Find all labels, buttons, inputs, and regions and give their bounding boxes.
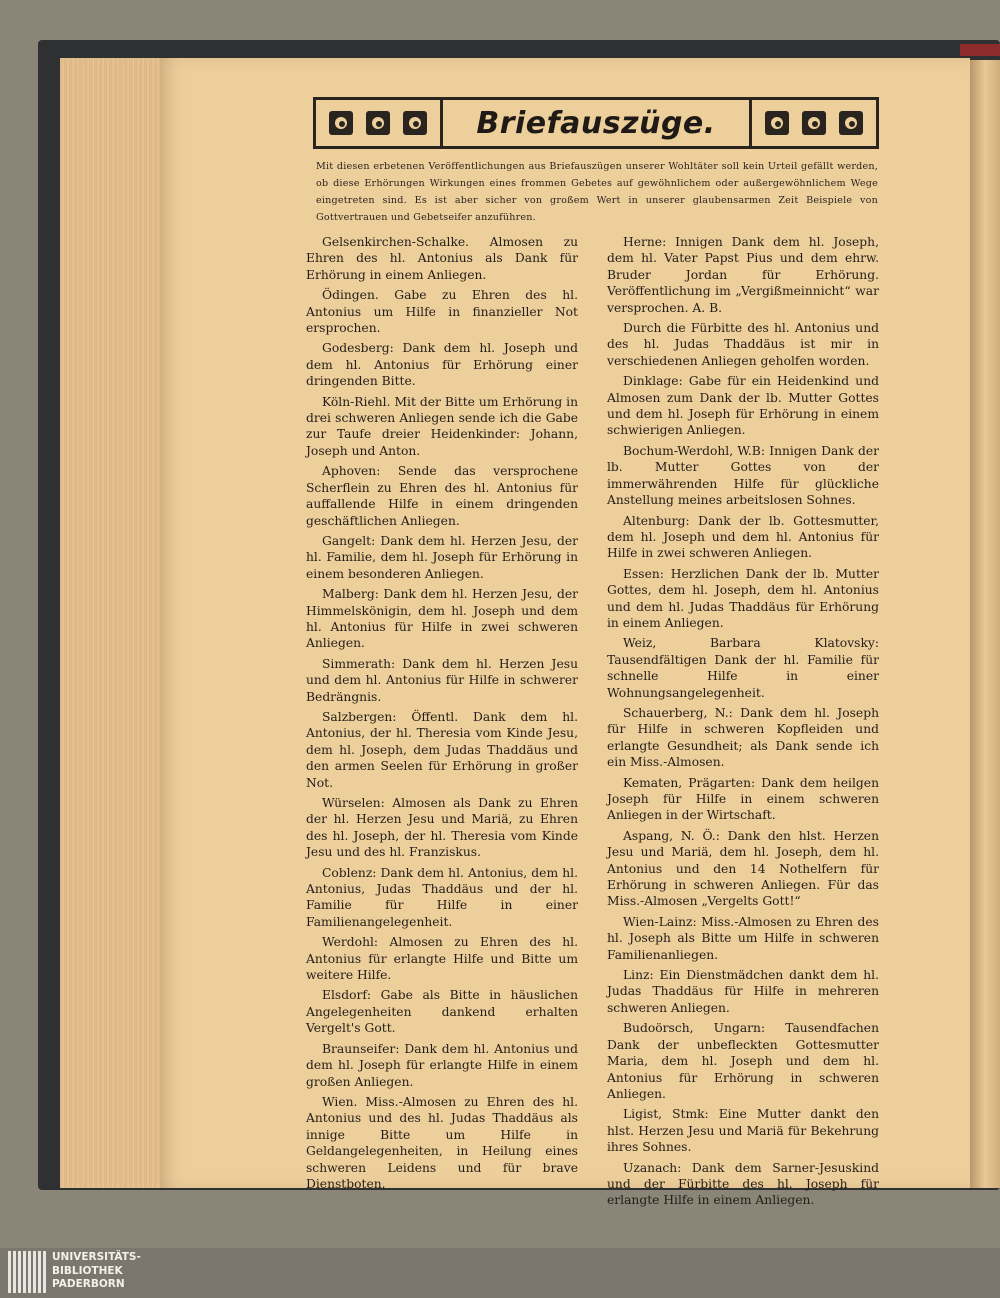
- letter-entry: Linz: Ein Dienstmädchen dankt dem hl. Judas Thaddäus für Hilfe in mehreren schweren Anliegen.: [607, 968, 879, 1015]
- letter-entry: Wien. Miss.-Almosen zu Ehren des hl. Antonius und des hl. Judas Thaddäus als innige Bitte um Hilfe in Geldangelegenheiten, in Heilung eines schweren Leidens und für brave Dienstboten.: [306, 1094, 578, 1191]
- letter-entry: Salzbergen: Öffentl. Dank dem hl. Antonius, der hl. Theresia vom Kinde Jesu, dem hl. Joseph, dem Judas Thaddäus und den armen Seelen für Erhörung in großer Not.: [306, 709, 578, 790]
- cover-red-edge: [960, 44, 1000, 56]
- logo-line: PADERBORN: [52, 1278, 125, 1290]
- library-logo-text: [52, 1251, 141, 1292]
- ornament-icon: [366, 111, 390, 135]
- letter-entry: Essen: Herzlichen Dank der lb. Mutter Gottes, dem hl. Joseph, dem hl. Antonius und dem hl. Judas Thaddäus für Erhörung in einem Anliegen.: [607, 566, 879, 630]
- letter-entry: Kematen, Prägarten: Dank dem heilgen Joseph für Hilfe in einem schweren Anliegen in der Wirtschaft.: [607, 775, 879, 823]
- letter-entry: Altenburg: Dank der lb. Gottesmutter, dem hl. Joseph und dem hl. Antonius für Hilfe in zwei schweren Anliegen.: [607, 513, 879, 561]
- letter-entry: Gangelt: Dank dem hl. Herzen Jesu, der hl. Familie, dem hl. Joseph für Erhörung in einem besonderen Anliegen.: [306, 533, 578, 581]
- library-logo-icon: [8, 1251, 46, 1293]
- letter-entry: Werdohl: Almosen zu Ehren des hl. Antonius für erlangte Hilfe und Bitte um weitere Hilfe.: [306, 935, 578, 983]
- ornament-icon: [403, 111, 427, 135]
- letter-entry: Herne: Innigen Dank dem hl. Joseph, dem hl. Vater Papst Pius und dem ehrw. Bruder Jordan für Erhörung. Veröffentlichung im „Vergißmeinnicht“ war versprochen. A. B.: [607, 235, 879, 315]
- letter-entry: Godesberg: Dank dem hl. Joseph und dem hl. Antonius für Erhörung einer dringenden Bitte.: [306, 341, 578, 389]
- letter-entry: Bochum-Werdohl, W.B: Innigen Dank der lb. Mutter Gottes von der immerwährenden Hilfe für glückliche Anstellung meines arbeitslosen Sohnes.: [607, 443, 879, 508]
- letter-entry: Budoörsch, Ungarn: Tausendfachen Dank der unbefleckten Gottesmutter Maria, dem hl. Joseph und dem hl. Antonius für Erhörung in schweren Anliegen.: [607, 1021, 879, 1101]
- ornament-icon: [839, 111, 863, 135]
- right-ornaments: [749, 100, 876, 146]
- ornament-icon: [765, 111, 789, 135]
- letter-entry: Aphoven: Sende das versprochene Scherflein zu Ehren des hl. Antonius für auffallende Hilfe in einem dringenden geschäftlichen Anliegen.: [306, 464, 578, 528]
- logo-line: BIBLIOTHEK: [52, 1264, 123, 1277]
- letter-entry: Braunseifer: Dank dem hl. Antonius und dem hl. Joseph für erlangte Hilfe in einem großen Anliegen.: [306, 1041, 578, 1089]
- letter-entry: Würselen: Almosen als Dank zu Ehren der hl. Herzen Jesu und Mariä, zu Ehren des hl. Joseph, der hl. Theresia vom Kinde Jesu und des hl. Franziskus.: [306, 796, 578, 860]
- letter-entry: Wien-Lainz: Miss.-Almosen zu Ehren des hl. Joseph als Bitte um Hilfe in schweren Familienanliegen.: [607, 914, 879, 962]
- letter-entry: Dinklage: Gabe für ein Heidenkind und Almosen zum Dank der lb. Mutter Gottes und dem hl. Joseph für Erhörung in einem schwierigen Anliegen.: [607, 374, 879, 438]
- letter-entry: Gelsenkirchen-Schalke. Almosen zu Ehren des hl. Antonius als Dank für Erhörung in einem Anliegen.: [306, 235, 578, 282]
- letter-entry: Elsdorf: Gabe als Bitte in häuslichen Angelegenheiten dankend erhalten Vergelt's Gott.: [306, 988, 578, 1036]
- ornament-icon: [329, 111, 353, 135]
- title-frame: [313, 97, 879, 149]
- page-right-edge: [970, 60, 1000, 1188]
- letter-entry: Ligist, Stmk: Eine Mutter dankt den hlst. Herzen Jesu und Mariä für Bekehrung ihres Sohnes.: [607, 1107, 879, 1155]
- intro-paragraph: Mit diesen erbetenen Veröffentlichungen aus Briefauszügen unserer Wohltäter soll kein Urteil gefällt werden, ob diese Erhörungen Wirkungen eines frommen Gebetes auf gewöhnlichem oder außergewöhnlichem Wege eingetreten sind. Es ist aber sicher von großem Wert in unserer glaubensarmen Zeit Beispiele von Gottvertrauen und Gebetseifer anzuführen.: [316, 161, 878, 223]
- left-ornaments: [316, 100, 443, 146]
- ornament-icon: [802, 111, 826, 135]
- right-column: [607, 234, 879, 1213]
- letter-entry: Weiz, Barbara Klatovsky: Tausendfältigen Dank der hl. Familie für schnelle Hilfe in einer Wohnungsangelegenheit.: [607, 636, 879, 700]
- letter-entry: Schauerberg, N.: Dank dem hl. Joseph für Hilfe in schweren Kopfleiden und erlangte Gesundheit; als Dank sende ich ein Miss.-Almosen.: [607, 705, 879, 770]
- letter-entry: Uzanach: Dank dem Sarner-Jesuskind und der Fürbitte des hl. Joseph für erlangte Hilfe in einem Anliegen.: [607, 1160, 879, 1208]
- letter-entry: Simmerath: Dank dem hl. Herzen Jesu und dem hl. Antonius für Hilfe in schwerer Bedrängnis.: [306, 656, 578, 704]
- letter-entry: Malberg: Dank dem hl. Herzen Jesu, der Himmelskönigin, dem hl. Joseph und dem hl. Antonius für Hilfe in zwei schweren Anliegen.: [306, 587, 578, 651]
- logo-line: UNIVERSITÄTS-: [52, 1251, 141, 1263]
- page-stack: [60, 58, 170, 1188]
- letter-entry: Köln-Riehl. Mit der Bitte um Erhörung in drei schweren Anliegen sende ich die Gabe zur Taufe dreier Heidenkinder: Johann, Joseph und Anton.: [306, 394, 578, 458]
- letter-entry: Ödingen. Gabe zu Ehren des hl. Antonius um Hilfe in finanzieller Not ersprochen.: [306, 288, 578, 336]
- letter-entry: Durch die Fürbitte des hl. Antonius und des hl. Judas Thaddäus ist mir in verschiedenen Anliegen geholfen worden.: [607, 321, 879, 368]
- library-footer: [0, 1248, 1000, 1298]
- left-column: [306, 234, 578, 1196]
- letter-entry: Aspang, N. Ö.: Dank den hlst. Herzen Jesu und Mariä, dem hl. Joseph, dem hl. Antonius und den 14 Nothelfern für Erhörung in schweren Anliegen. Für das Miss.-Almosen „Vergelts Gott!“: [607, 828, 879, 909]
- page-title: Briefauszüge.: [476, 105, 716, 141]
- letter-entry: Coblenz: Dank dem hl. Antonius, dem hl. Antonius, Judas Thaddäus und der hl. Familie für Hilfe in einer Familienangelegenheit.: [306, 865, 578, 929]
